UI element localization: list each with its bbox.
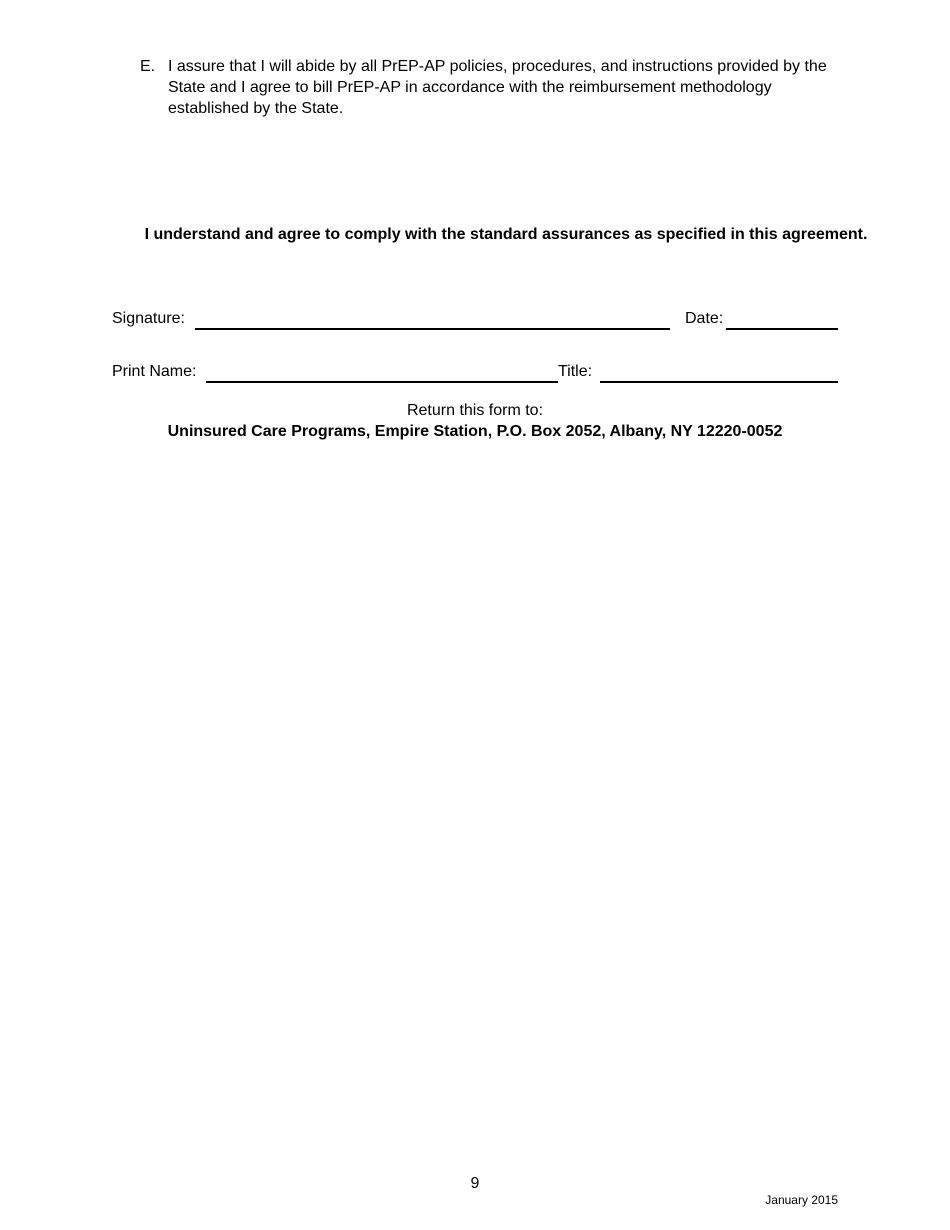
agreement-statement: I understand and agree to comply with the standard assurances as specified in this agreement. (144, 226, 868, 243)
page-number: 9 (470, 1175, 480, 1192)
date-line[interactable] (726, 328, 838, 330)
footer-date: January 2015 (765, 1193, 838, 1207)
assurance-item-e (140, 56, 840, 119)
print-name-label: Print Name: (112, 363, 197, 380)
signature-row (112, 310, 842, 332)
assurance-letter: E. (140, 58, 156, 75)
signature-line[interactable] (195, 328, 670, 330)
return-address: Uninsured Care Programs, Empire Station, P.O. Box 2052, Albany, NY 12220-0052 (167, 423, 783, 440)
signature-label: Signature: (112, 310, 185, 327)
title-label: Title: (558, 363, 593, 380)
title-line[interactable] (600, 381, 838, 383)
print-name-row (112, 363, 842, 385)
assurance-text: I assure that I will abide by all PrEP-AP policies, procedures, and instructions provided by the State and I agree to bill PrEP-AP in accordance with the reimbursement methodology established by the State. (168, 58, 827, 117)
date-label: Date: (685, 310, 724, 327)
print-name-line[interactable] (206, 381, 558, 383)
return-label: Return this form to: (406, 402, 544, 419)
